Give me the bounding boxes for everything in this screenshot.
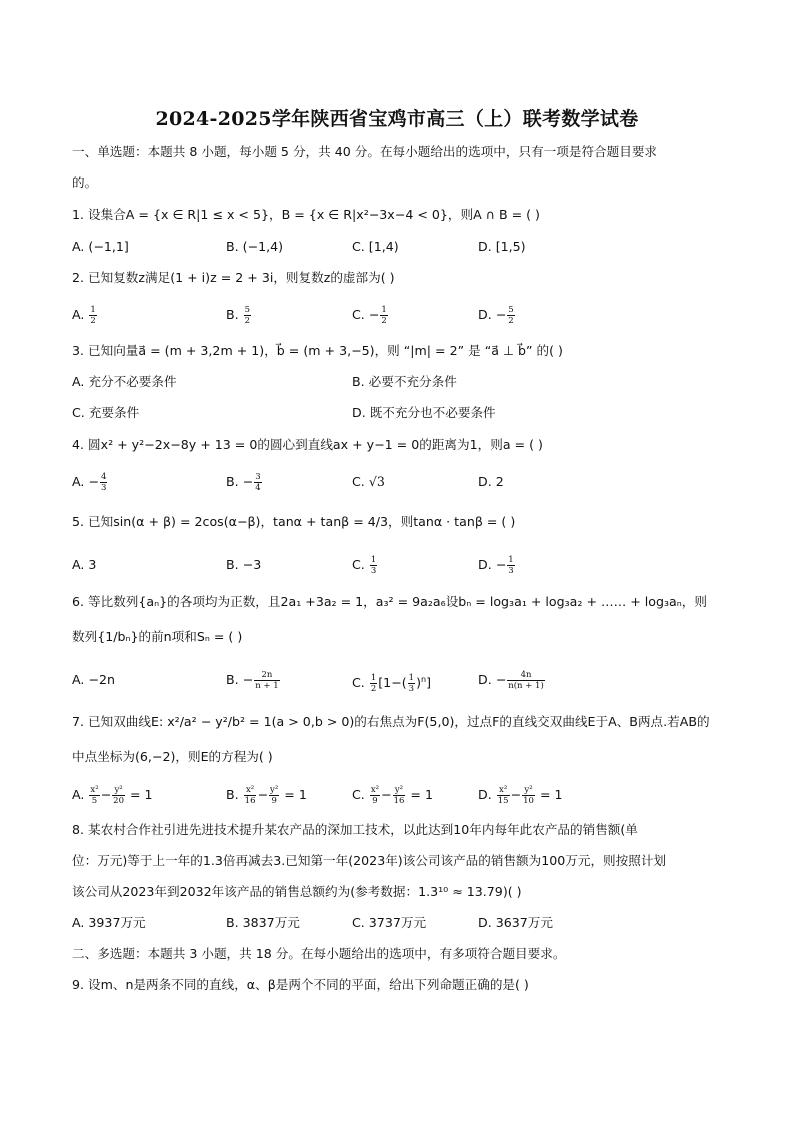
q6-option-a: A. −2n <box>72 672 115 687</box>
question-5-stem: 5. 已知sin(α + β) = 2cos(α−β)，tanα + tanβ = 4/3，则tanα · tanβ = ( ) <box>72 514 516 529</box>
q7-option-b: B. $\frac{\text{x²}}{16}$ − $\frac{\text{y²}}{9}$ = 1 <box>226 785 307 806</box>
q4-option-b: B. − $\frac{3}{4}$ <box>226 472 261 493</box>
section1-heading: 一、单选题：本题共 8 小题，每小题 5 分，共 40 分。在每小题给出的选项中，只有一项是符合题目要求 <box>72 144 658 159</box>
q7-option-c: C. $\frac{\text{x²}}{9}$ − $\frac{\text{y²}}{16}$ = 1 <box>352 785 433 806</box>
q4-option-a: A. − $\frac{4}{3}$ <box>72 472 107 493</box>
q6-option-b: B. − $\frac{2n}{n + 1}$ <box>226 670 279 691</box>
q5-option-d: D. − $\frac{1}{3}$ <box>478 555 514 576</box>
q7-option-d: D. $\frac{\text{x²}}{15}$ − $\frac{\text{y²}}{10}$ = 1 <box>478 785 563 806</box>
q5-option-b: B. −3 <box>226 557 262 572</box>
question-8-stem: 8. 某农村合作社引进先进技术提升某农产品的深加工技术，以此达到10年内每年此农产品的销售额(单 <box>72 822 638 837</box>
q2-option-a: A. $\frac{1}{2}$ <box>72 305 96 326</box>
q2-option-c: C. − $\frac{1}{2}$ <box>352 305 387 326</box>
question-3-stem: 3. 已知向量a⃗ = (m + 3,2m + 1)，b⃗ = (m + 3,−5)，则 “|m| = 2” 是 “a⃗ ⊥ b⃗” 的( ) <box>72 343 563 358</box>
question-7-stem-cont: 中点坐标为(6,−2)，则E的方程为( ) <box>72 749 273 764</box>
q2-a-fraction: $\frac{1}{2}$ <box>90 305 96 326</box>
q3-option-b: B. 必要不充分条件 <box>352 374 457 389</box>
q5-c-fraction: $\frac{1}{3}$ <box>370 555 377 576</box>
question-1-stem: 1. 设集合A = {x ∈ R|1 ≤ x < 5}，B = {x ∈ R|x²−3x−4 < 0}，则A ∩ B = ( ) <box>72 207 540 222</box>
q1-option-a: A. (−1,1] <box>72 239 129 254</box>
q6-option-c: C. $\frac{1}{2}$ [1−( $\frac{1}{3}$ )$^n$] <box>352 673 431 695</box>
q1-option-d: D. [1,5) <box>478 239 526 254</box>
question-4-stem: 4. 圆x² + y²−2x−8y + 13 = 0的圆心到直线ax + y−1 = 0的距离为1，则a = ( ) <box>72 437 543 452</box>
q4-option-c: C. √3 <box>352 474 385 489</box>
question-7-stem: 7. 已知双曲线E: x²/a² − y²/b² = 1(a > 0,b > 0)的右焦点为F(5,0)，过点F的直线交双曲线E于A、B两点.若AB的 <box>72 714 710 729</box>
q7-option-a: A. $\frac{\text{x²}}{5}$ − $\frac{\text{y²}}{20}$ = 1 <box>72 785 153 806</box>
q6-option-d: D. − $\frac{4n}{n(n + 1)}$ <box>478 670 544 691</box>
q5-option-c: C. $\frac{1}{3}$ <box>352 555 377 576</box>
q2-d-fraction: $\frac{5}{2}$ <box>508 305 514 326</box>
q1-option-b: B. (−1,4) <box>226 239 284 254</box>
q2-b-fraction: $\frac{5}{2}$ <box>244 305 251 326</box>
q4-a-fraction: $\frac{4}{3}$ <box>100 472 107 493</box>
q2-option-d: D. − $\frac{5}{2}$ <box>478 305 514 326</box>
question-6-stem-cont: 数列{1/bₙ}的前n项和Sₙ = ( ) <box>72 629 243 644</box>
section1-heading-cont: 的。 <box>72 175 98 190</box>
q6-b-fraction: $\frac{2n}{n + 1}$ <box>255 670 279 691</box>
q5-d-fraction: $\frac{1}{3}$ <box>508 555 514 576</box>
question-2-stem: 2. 已知复数z满足(1 + i)z = 2 + 3i，则复数z的虚部为( ) <box>72 270 395 285</box>
q8-option-a: A. 3937万元 <box>72 915 146 930</box>
q4-c-sqrt: √3 <box>368 474 385 489</box>
question-8-stem-cont2: 该公司从2023年到2032年该产品的销售总额约为(参考数据：1.3¹⁰ ≈ 13.79)( ) <box>72 884 522 899</box>
q8-option-c: C. 3737万元 <box>352 915 427 930</box>
q3-option-d: D. 既不充分也不必要条件 <box>352 405 496 420</box>
q8-option-b: B. 3837万元 <box>226 915 300 930</box>
question-6-stem: 6. 等比数列{aₙ}的各项均为正数，且2a₁ +3a₂ = 1，a₃² = 9a₂a₆设bₙ = log₃a₁ + log₃a₂ + …… + log₃aₙ，则 <box>72 594 707 609</box>
q3-option-c: C. 充要条件 <box>72 405 140 420</box>
question-9-stem: 9. 设m、n是两条不同的直线，α、β是两个不同的平面，给出下列命题正确的是( ) <box>72 977 529 992</box>
q5-option-a: A. 3 <box>72 557 97 572</box>
q6-c-fraction: $\frac{1}{2}$ <box>370 673 377 695</box>
page-title: 2024-2025学年陕西省宝鸡市高三（上）联考数学试卷 <box>155 108 639 130</box>
section2-heading: 二、多选题：本题共 3 小题，共 18 分。在每小题给出的选项中，有多项符合题目要求。 <box>72 946 566 961</box>
q6-d-fraction: $\frac{4n}{n(n + 1)}$ <box>508 670 544 691</box>
q4-option-d: D. 2 <box>478 474 504 489</box>
q4-b-fraction: $\frac{3}{4}$ <box>255 472 261 493</box>
q1-option-c: C. [1,4) <box>352 239 399 254</box>
question-8-stem-cont: 位：万元)等于上一年的1.3倍再减去3.已知第一年(2023年)该公司该产品的销售额为100万元，则按照计划 <box>72 853 667 868</box>
q2-c-fraction: $\frac{1}{2}$ <box>381 305 387 326</box>
q2-option-b: B. $\frac{5}{2}$ <box>226 305 251 326</box>
q3-option-a: A. 充分不必要条件 <box>72 374 177 389</box>
q8-option-d: D. 3637万元 <box>478 915 553 930</box>
